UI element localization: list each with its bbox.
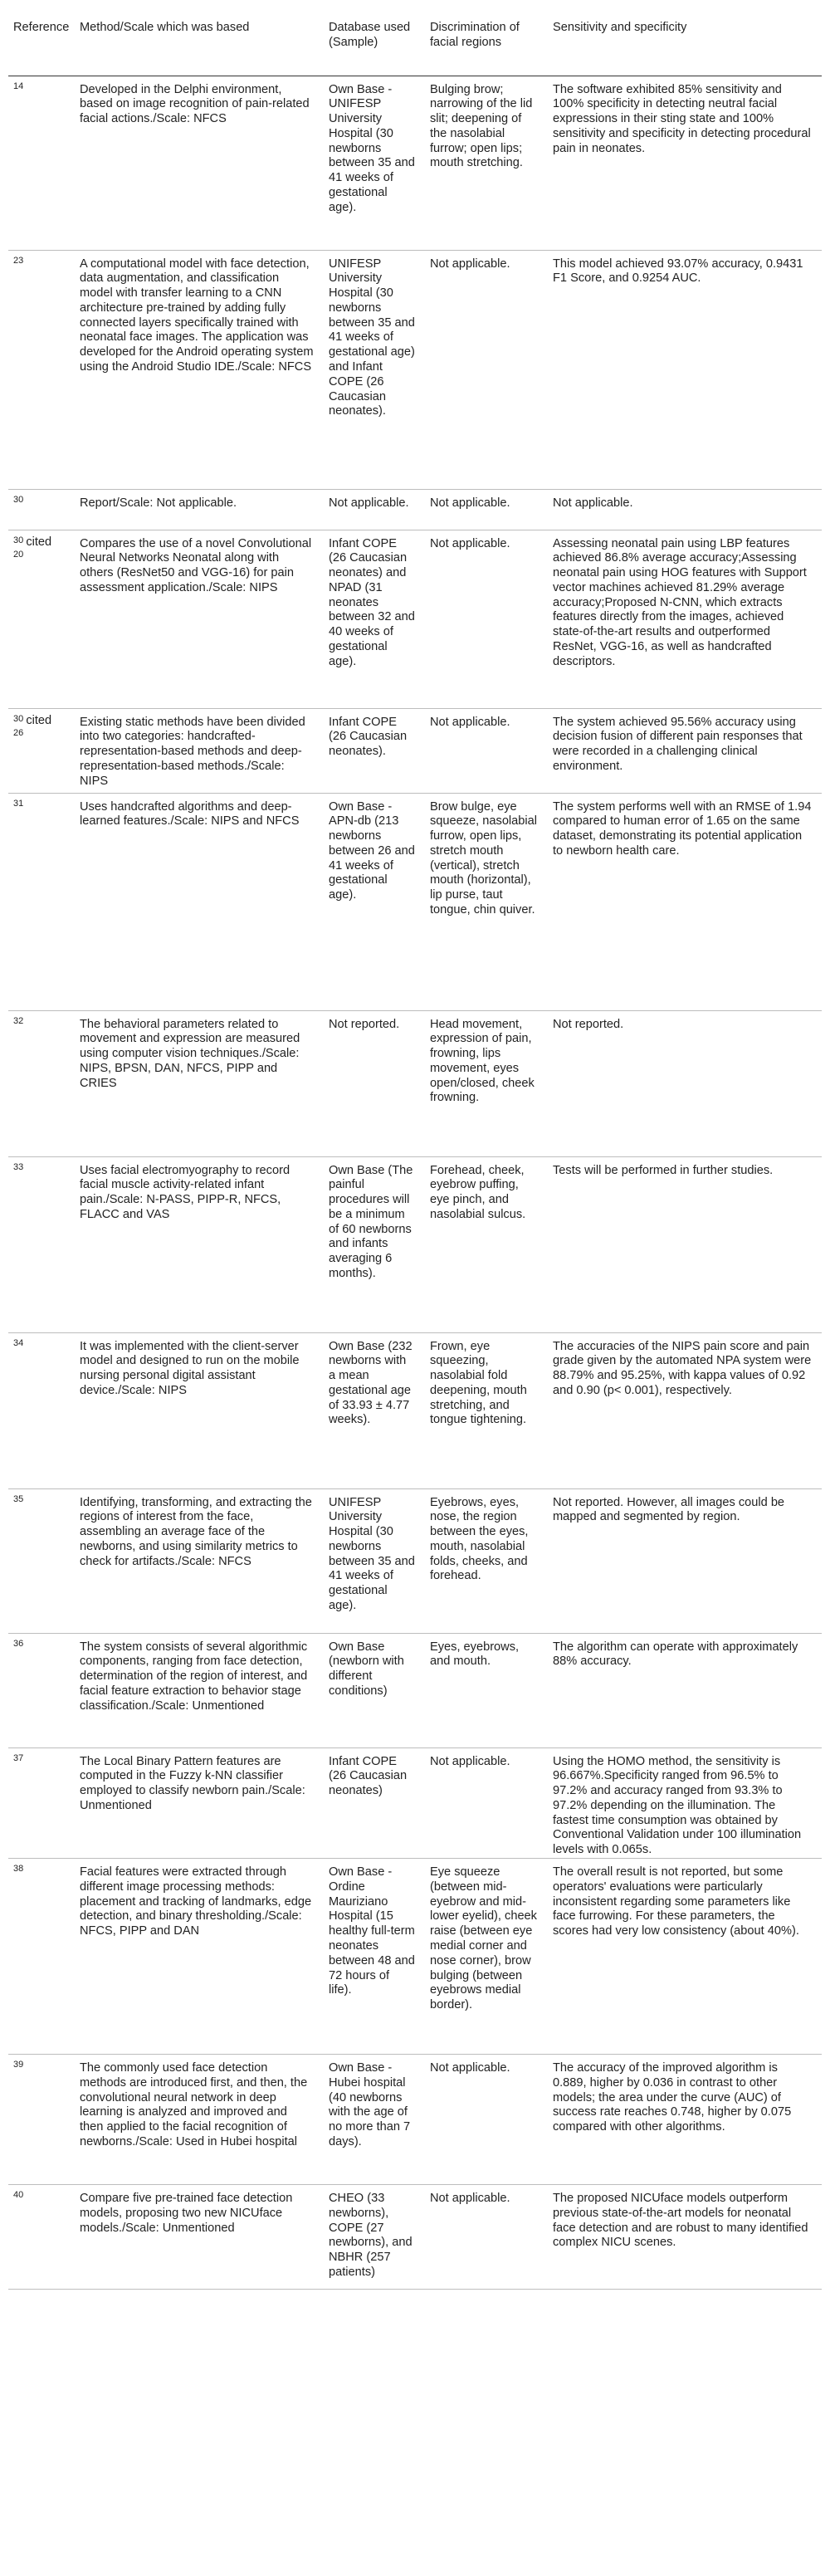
sensitivity-cell: The accuracies of the NIPS pain score and pain grade given by the automated NPA system were 88.79% and 95.25%, with kappa values of 0.92 and 0.90 (p< 0.001), respectively. [548,1332,822,1488]
sensitivity-cell: This model achieved 93.07% accuracy, 0.9431 F1 Score, and 0.9254 AUC. [548,250,822,489]
table-row [8,1859,822,2055]
discrimination-cell: Forehead, cheek, eyebrow puffing, eye pinch, and nasolabial sulcus. [425,1156,548,1332]
reference-cell [8,2055,75,2185]
table-row [8,1332,822,1488]
reference-cell [8,1859,75,2055]
sensitivity-cell: Tests will be performed in further studies. [548,1156,822,1332]
reference-number: 37 [13,1752,24,1763]
table-row [8,1010,822,1156]
database-cell: Not applicable. [324,489,425,530]
method-cell: Compares the use of a novel Convolutional Neural Networks Neonatal along with others (ResNet50 and VGG-16) for pain assessment application./Scale: NIPS [75,530,324,708]
reference-number: 30 [13,713,24,724]
sensitivity-cell: Not applicable. [548,489,822,530]
reference-cited-label: cited [26,535,52,549]
reference-cited-label: cited [26,713,52,727]
header-sensitivity: Sensitivity and specificity [548,8,822,76]
reference-cited-number: 26 [13,728,24,739]
sensitivity-cell: Assessing neonatal pain using LBP features achieved 86.8% average accuracy;Assessing neonatal pain using HOG features with Support vector machines achieved 81.29% average accuracy;Proposed N-CNN, which extracts features directly from the images, achieved state-of-the-art results and outperformed ResNet, VGG-16, as well as handcrafted descriptors. [548,530,822,708]
discrimination-cell: Not applicable. [425,1747,548,1859]
discrimination-cell: Brow bulge, eye squeeze, nasolabial furrow, open lips, stretch mouth (vertical), stretch mouth (horizontal), lip purse, taut tongue, chin quiver. [425,793,548,1010]
discrimination-cell: Not applicable. [425,530,548,708]
reference-cell [8,1488,75,1633]
sensitivity-cell: The system performs well with an RMSE of 1.94 compared to human error of 1.65 on the same dataset, demonstrating its potential application to newborn health care. [548,793,822,1010]
discrimination-cell: Frown, eye squeezing, nasolabial fold deepening, mouth stretching, and tongue tightening. [425,1332,548,1488]
table-row [8,1156,822,1332]
table-row [8,1488,822,1633]
table-row [8,76,822,250]
reference-cell [8,1747,75,1859]
method-cell: It was implemented with the client-server model and designed to run on the mobile nursing personal digital assistant device./Scale: NIPS [75,1332,324,1488]
table-row [8,489,822,530]
database-cell: Own Base (232 newborns with a mean gestational age of 33.93 ± 4.77 weeks). [324,1332,425,1488]
reference-cell [8,1156,75,1332]
reference-cell [8,2185,75,2290]
header-discrimination: Discrimination of facial regions [425,8,548,76]
discrimination-cell: Eyebrows, eyes, nose, the region between the eyes, mouth, nasolabial folds, cheeks, and forehead. [425,1488,548,1633]
database-cell: Own Base (The painful procedures will be a minimum of 60 newborns and infants averaging 6 months). [324,1156,425,1332]
sensitivity-cell: The overall result is not reported, but some operators' evaluations were particularly inconsistent regarding some parameters like face furrowing. For these parameters, the scores had very low consistency (about 40%). [548,1859,822,2055]
table-row [8,2055,822,2185]
reference-cell [8,1332,75,1488]
reference-cell [8,1010,75,1156]
header-reference: Reference [8,8,75,76]
table-row [8,530,822,708]
method-cell: Report/Scale: Not applicable. [75,489,324,530]
reference-number: 32 [13,1015,24,1026]
method-cell: The commonly used face detection methods are introduced first, and then, the convolutional neural network in deep learning is analyzed and improved and then applied to the facial recognition of newborns./Scale: Used in Hubei hospital [75,2055,324,2185]
database-cell: CHEO (33 newborns), COPE (27 newborns), and NBHR (257 patients) [324,2185,425,2290]
reference-number: 30 [13,535,24,545]
table-row [8,793,822,1010]
sensitivity-cell: Using the HOMO method, the sensitivity is 96.667%.Specificity ranged from 96.5% to 97.2% and accuracy ranged from 93.3% to 97.2% depending on the illumination. The fastest time consumption was obtained by Conventional Validation under 100 illumination levels with 0.065s. [548,1747,822,1859]
reference-number: 39 [13,2060,24,2070]
database-cell: Infant COPE (26 Caucasian neonates). [324,708,425,793]
document-page [8,8,822,2290]
reference-number: 35 [13,1493,24,1504]
discrimination-cell: Not applicable. [425,2055,548,2185]
discrimination-cell: Head movement, expression of pain, frowning, lips movement, eyes open/closed, cheek frowning. [425,1010,548,1156]
database-cell: Own Base - UNIFESP University Hospital (30 newborns between 35 and 41 weeks of gestational age). [324,76,425,250]
method-cell: Uses handcrafted algorithms and deep-learned features./Scale: NIPS and NFCS [75,793,324,1010]
reference-number: 34 [13,1337,24,1348]
database-cell: Own Base - Hubei hospital (40 newborns with the age of no more than 7 days). [324,2055,425,2185]
reference-number: 36 [13,1638,24,1649]
sensitivity-cell: The system achieved 95.56% accuracy using decision fusion of different pain responses that were recorded in a challenging clinical environment. [548,708,822,793]
discrimination-cell: Not applicable. [425,708,548,793]
method-cell: The system consists of several algorithmic components, ranging from face detection, determination of the region of interest, and facial feature extraction to behavior stage classification./Scale: Unmentioned [75,1633,324,1747]
method-cell: A computational model with face detection, data augmentation, and classification model with transfer learning to a CNN architecture pre-trained by adding fully connected layers specifically trained with neonatal face images. The application was developed for the Android operating system using the Android Studio IDE./Scale: NFCS [75,250,324,489]
header-row [8,8,822,76]
reference-cell [8,708,75,793]
method-cell: Identifying, transforming, and extracting the regions of interest from the face, assembling an average face of the newborns, and using similarity metrics to check for artifacts./Scale: NFCS [75,1488,324,1633]
header-method: Method/Scale which was based [75,8,324,76]
table-row [8,250,822,489]
table-row [8,2185,822,2290]
method-cell: Facial features were extracted through different image processing methods: placement and tracking of landmarks, edge detection, and binary thresholding./Scale: NFCS, PIPP and DAN [75,1859,324,2055]
method-cell: Existing static methods have been divided into two categories: handcrafted-representation-based methods and deep-representation-based methods./Scale: NIPS [75,708,324,793]
discrimination-cell: Bulging brow; narrowing of the lid slit; deepening of the nasolabial furrow; open lips; mouth stretching. [425,76,548,250]
database-cell: Infant COPE (26 Caucasian neonates) [324,1747,425,1859]
reference-number: 33 [13,1161,24,1172]
discrimination-cell: Not applicable. [425,250,548,489]
database-cell: UNIFESP University Hospital (30 newborns between 35 and 41 weeks of gestational age). [324,1488,425,1633]
database-cell: Infant COPE (26 Caucasian neonates) and NPAD (31 neonates between 32 and 40 weeks of gestational age). [324,530,425,708]
reference-cell [8,1633,75,1747]
discrimination-cell: Eyes, eyebrows, and mouth. [425,1633,548,1747]
reference-number: 14 [13,81,24,91]
table-row [8,1747,822,1859]
header-database: Database used (Sample) [324,8,425,76]
table-row [8,1633,822,1747]
reference-number: 31 [13,798,24,809]
reference-number: 23 [13,255,24,266]
sensitivity-cell: The proposed NICUface models outperform previous state-of-the-art models for neonatal face detection and are robust to many identified complex NICU scenes. [548,2185,822,2290]
reference-cell [8,250,75,489]
studies-table [8,8,822,2290]
discrimination-cell: Not applicable. [425,489,548,530]
sensitivity-cell: The algorithm can operate with approximately 88% accuracy. [548,1633,822,1747]
reference-number: 40 [13,2190,24,2201]
database-cell: Not reported. [324,1010,425,1156]
sensitivity-cell: The software exhibited 85% sensitivity and 100% specificity in detecting neutral facial expressions in their sting state and 100% sensitivity and specificity in detecting procedural pain in neonates. [548,76,822,250]
database-cell: Own Base - Ordine Mauriziano Hospital (15 healthy full-term neonates between 48 and 72 hours of life). [324,1859,425,2055]
sensitivity-cell: Not reported. However, all images could be mapped and segmented by region. [548,1488,822,1633]
database-cell: Own Base (newborn with different conditions) [324,1633,425,1747]
database-cell: UNIFESP University Hospital (30 newborns between 35 and 41 weeks of gestational age) and Infant COPE (26 Caucasian neonates). [324,250,425,489]
reference-cell [8,76,75,250]
reference-cell [8,530,75,708]
method-cell: The Local Binary Pattern features are computed in the Fuzzy k-NN classifier employed to classify newborn pain./Scale: Unmentioned [75,1747,324,1859]
reference-cell [8,793,75,1010]
database-cell: Own Base - APN-db (213 newborns between 26 and 41 weeks of gestational age). [324,793,425,1010]
method-cell: The behavioral parameters related to movement and expression are measured using computer vision techniques./Scale: NIPS, BPSN, DAN, NFCS, PIPP and CRIES [75,1010,324,1156]
reference-number: 38 [13,1864,24,1875]
table-row [8,708,822,793]
table-header [8,8,822,76]
reference-cell [8,489,75,530]
method-cell: Uses facial electromyography to record facial muscle activity-related infant pain./Scale: N-PASS, PIPP-R, NFCS, FLACC and VAS [75,1156,324,1332]
method-cell: Developed in the Delphi environment, based on image recognition of pain-related facial actions./Scale: NFCS [75,76,324,250]
reference-cited-number: 20 [13,550,24,560]
reference-number: 30 [13,494,24,505]
method-cell: Compare five pre-trained face detection models, proposing two new NICUface models./Scale: Unmentioned [75,2185,324,2290]
discrimination-cell: Not applicable. [425,2185,548,2290]
sensitivity-cell: Not reported. [548,1010,822,1156]
discrimination-cell: Eye squeeze (between mid-eyebrow and mid-lower eyelid), cheek raise (between eye medial corner and nose corner), brow bulging (between eyebrows medial border). [425,1859,548,2055]
table-body [8,76,822,2290]
sensitivity-cell: The accuracy of the improved algorithm is 0.889, higher by 0.036 in contrast to other models; the area under the curve (AUC) of success rate reaches 0.748, higher by 0.075 compared with other algorithms. [548,2055,822,2185]
